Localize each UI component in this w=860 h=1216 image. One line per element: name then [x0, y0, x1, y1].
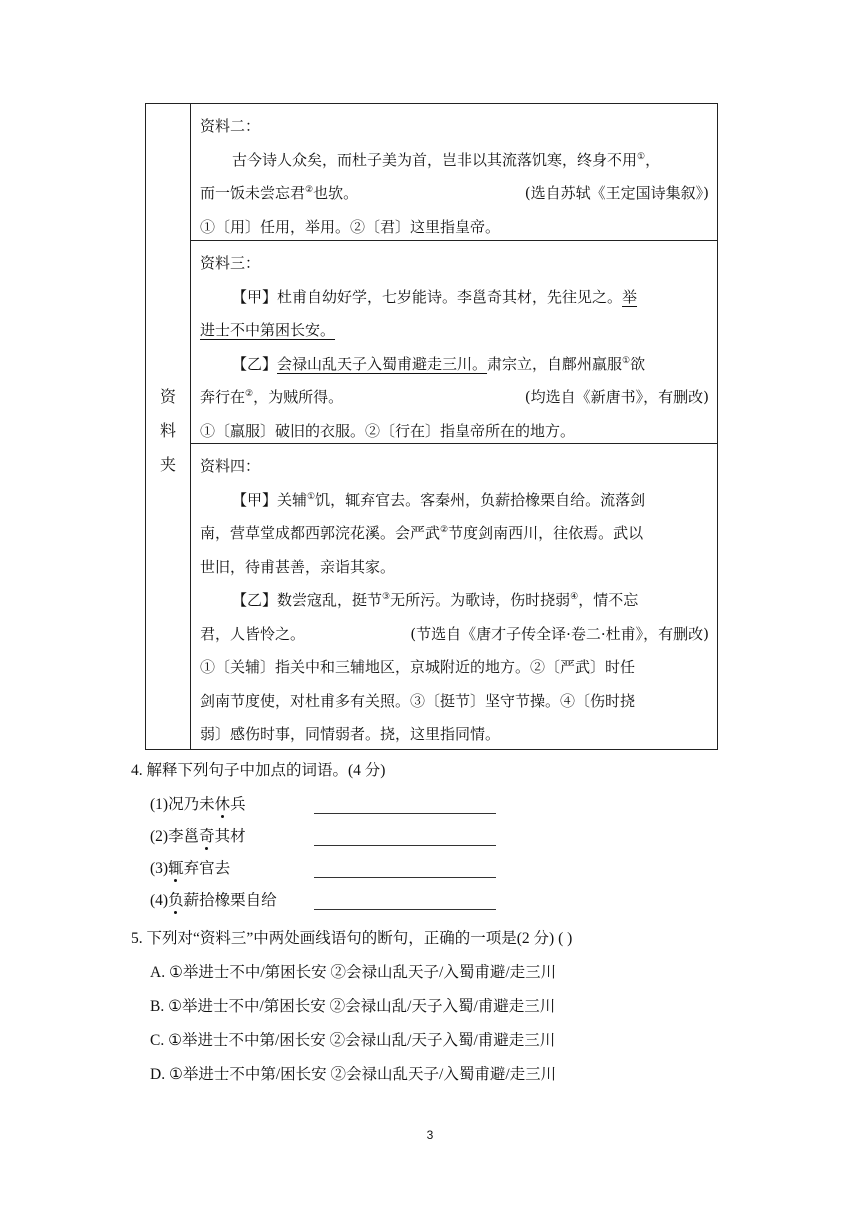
material-four-yi-1: 【乙】数尝寇乱，挺节③无所污。为歌诗，伤时挠弱④，情不忘 — [232, 591, 639, 609]
material-four-jia-1: 【甲】关辅①饥，辄弃官去。客秦州，负薪拾橡栗自给。流落剑 — [232, 490, 646, 509]
material-three-notes: ①〔羸服〕破旧的衣服。②〔行在〕指皇帝所在的地方。 — [200, 421, 576, 440]
material-four-yi-2: 君，人皆怜之。 (节选自《唐才子传全译·卷二·杜甫》，有删改) — [200, 618, 709, 652]
q5-option-b[interactable]: B. ①举进士不中/第困长安 ②会禄山乱/天子入蜀/甫避走三川 — [150, 998, 556, 1015]
q5-option-a[interactable]: A. ①举进士不中/第困长安 ②会禄山乱天子/入蜀甫避/走三川 — [150, 964, 557, 981]
question-5-stem: 5. 下列对“资料三”中两处画线语句的断句，正确的一项是(2 分) ( ) — [131, 930, 573, 947]
q4-item-2: (2)李邕奇其材 — [150, 828, 246, 845]
q5-option-c[interactable]: C. ①举进士不中第/困长安 ②会禄山乱/天子入蜀/甫避走三川 — [150, 1032, 556, 1049]
material-two-title: 资料二： — [200, 117, 261, 135]
material-three-source: (均选自《新唐书》，有删改) — [524, 388, 709, 406]
q4-item-3: (3)辄弃官去 — [150, 860, 231, 877]
q4-answer-blank-3[interactable] — [314, 876, 496, 878]
material-two-line-1: 古今诗人众矣，而杜子美为首，岂非以其流落饥寒，终身不用①， — [232, 150, 661, 169]
material-table — [145, 103, 718, 750]
question-4-stem: 4. 解释下列句子中加点的词语。(4 分) — [131, 762, 386, 779]
underlined-sentence-1b: 进士不中第困长安。 — [200, 321, 336, 339]
material-two — [191, 104, 717, 240]
q5-option-d[interactable]: D. ①举进士不中第/困长安 ②会禄山乱天子/入蜀甫避/走三川 — [150, 1066, 557, 1083]
material-four-jia-2: 南，营草堂成都西郭浣花溪。会严武②节度剑南西川，往依焉。武以 — [200, 524, 644, 542]
material-two-notes: ①〔用〕任用，举用。②〔君〕这里指皇帝。 — [200, 217, 501, 236]
sidebar-column — [146, 104, 191, 749]
material-two-source: (选自苏轼《王定国诗集叙》) — [524, 184, 709, 202]
page-number: 3 — [426, 1128, 434, 1142]
material-four — [191, 443, 717, 750]
material-four-note-2: 剑南节度使，对杜甫多有关照。③〔挺节〕坚守节操。④〔伤时挠 — [200, 691, 636, 710]
material-three-jia: 【甲】杜甫自幼好学，七岁能诗。李邕奇其材，先往见之。举 — [232, 287, 638, 306]
q4-item-4: (4)负薪拾橡栗自给 — [150, 892, 277, 909]
q4-answer-blank-4[interactable] — [314, 908, 496, 910]
sidebar-label: 资 料 夹 — [159, 387, 176, 474]
q4-answer-blank-2[interactable] — [314, 844, 496, 846]
material-four-jia-3: 世旧，待甫甚善，亲诣其家。 — [200, 557, 396, 576]
underlined-sentence-1a: 举 — [622, 287, 638, 306]
q4-item-1: (1)况乃未休兵 — [150, 796, 246, 813]
material-three-yi: 【乙】会禄山乱天子入蜀甫避走三川。肃宗立，自鄜州羸服①欲 — [232, 354, 646, 373]
material-four-title: 资料四： — [200, 457, 261, 475]
material-three: 资料三： 【甲】杜甫自幼好学，七岁能诗。李邕奇其材，先往见之。举 进士不中第困长安。 【乙】会禄山乱天子入蜀甫避走三川。肃宗立，自鄜州羸服①欲 奔行在②，为贼所得。 (均选自《新唐书》，有删改) ①〔羸服〕破旧的衣服。②〔行在〕指皇帝所在的地方。 — [191, 240, 717, 444]
material-three-title: 资料三： — [200, 254, 261, 272]
material-two-line-2: 而一饭未尝忘君②也欤。 (选自苏轼《王定国诗集叙》) — [200, 177, 709, 211]
material-four-source: (节选自《唐才子传全译·卷二·杜甫》，有删改) — [410, 624, 709, 643]
material-four-note-1: ①〔关辅〕指关中和三辅地区，京城附近的地方。②〔严武〕时任 — [200, 658, 636, 676]
material-four-note-3: 弱〕感伤时事，同情弱者。挠，这里指同情。 — [200, 725, 501, 743]
q4-answer-blank-1[interactable] — [314, 812, 496, 814]
underlined-sentence-2: 会禄山乱天子入蜀甫避走三川。 — [277, 354, 488, 373]
